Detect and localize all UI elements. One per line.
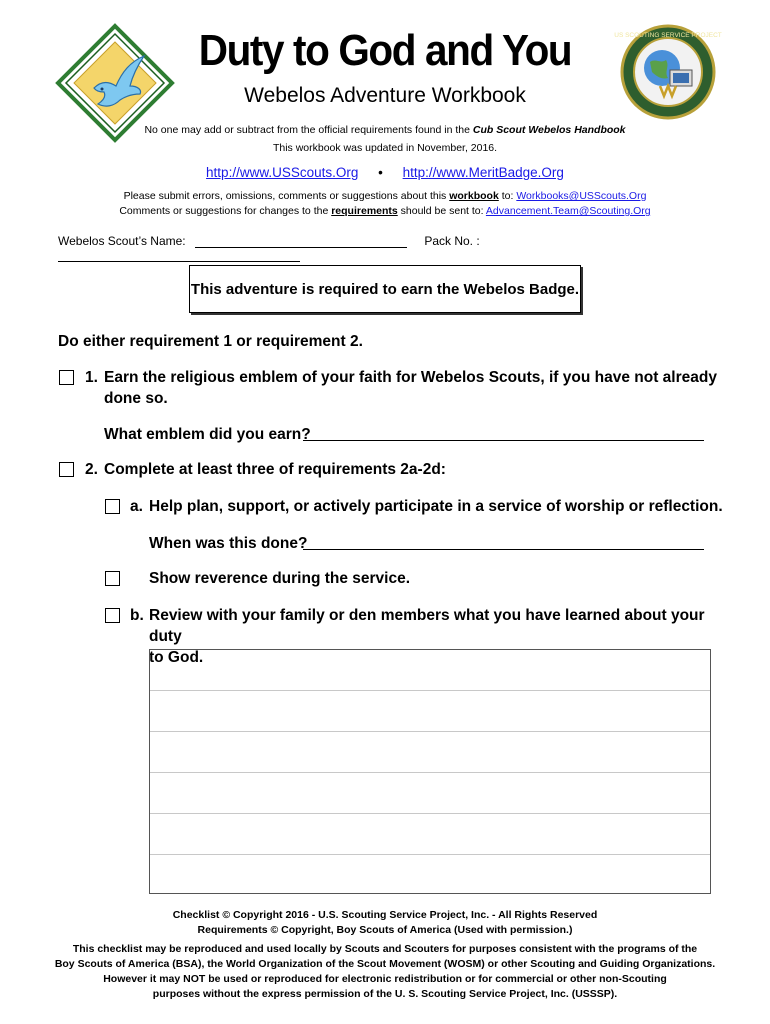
notes-line [150,854,710,855]
notes-line [150,731,710,732]
submit-to: to: [498,190,517,202]
req1-text-line1: Earn the religious emblem of your faith for Webelos Scouts, if you have not already [104,369,717,386]
req2-text: Complete at least three of requirements 2a-2d: [104,461,446,478]
changes-text: Comments or suggestions for changes to the [119,205,332,217]
footer-usage-line2: Boy Scouts of America (BSA), the World Organization of the Scout Movement (WOSM) or other Scouting and Guiding Organizations. [54,958,716,970]
req2a-letter: a. [130,498,143,515]
footer-usage-line4: purposes without the express permission of the U. S. Scouting Service Project, Inc. (USSSP). [152,988,618,1000]
disclaimer [60,124,710,136]
svg-text:US SCOUTING SERVICE PROJECT: US SCOUTING SERVICE PROJECT [614,32,722,39]
scout-name-label: Webelos Scout’s Name: [58,234,186,248]
req2a-checkbox[interactable] [105,499,120,514]
submit-note [60,190,710,202]
req2b-text-line1: Review with your family or den members what you have learned about your duty [149,607,705,645]
req1-text [104,367,724,409]
page-title: Duty to God and You [198,26,572,75]
req1-text-line2: done so. [104,390,168,407]
changes-to: should be sent to: [397,205,486,217]
notes-line [150,772,710,773]
page-subtitle: Webelos Adventure Workbook [244,84,526,107]
pack-number-field[interactable] [58,249,300,262]
scout-name-field[interactable] [195,235,407,248]
handbook-title: Cub Scout Webelos Handbook [472,124,626,136]
footer-usage-line1: This checklist may be reproduced and used locally by Scouts and Scouters for purposes consistent with the programs of the [72,943,698,955]
req2-checkbox[interactable] [59,462,74,477]
pack-number-label: Pack No. : [424,234,480,248]
updated-note: This workbook was updated in November, 2016. [272,142,498,154]
req2b-checkbox[interactable] [105,608,120,623]
instructions: Do either requirement 1 or requirement 2. [58,333,363,350]
footer-requirements-copyright: Requirements © Copyright, Boy Scouts of America (Used with permission.) [197,924,573,936]
emblem-answer-field[interactable] [303,425,704,441]
requirements-word: requirements [331,205,398,217]
meritbadge-link[interactable]: http://www.MeritBadge.Org [402,165,564,180]
workbooks-email-link[interactable]: Workbooks@USScouts.Org [516,190,647,202]
workbook-word: workbook [449,190,499,202]
advancement-email-link[interactable]: Advancement.Team@Scouting.Org [485,205,651,217]
notes-box[interactable] [149,649,711,894]
req1-checkbox[interactable] [59,370,74,385]
footer-usage-line3: However it may NOT be used or reproduced for electronic redistribution or for commercial or other non-Scouting [103,973,667,985]
notes-line [150,690,710,691]
changes-note [60,205,710,217]
bullet-separator: • [378,165,383,180]
scout-info-row [58,234,713,262]
req2a-reverence-checkbox[interactable] [105,571,120,586]
req2a-reverence-text: Show reverence during the service. [149,570,411,587]
req2-number: 2. [85,461,98,478]
usscouts-link[interactable]: http://www.USScouts.Org [206,165,359,180]
links-row [60,165,710,180]
worship-date-field[interactable] [303,534,704,550]
notes-line [150,813,710,814]
req2a-question: When was this done? [149,535,308,552]
footer-copyright: Checklist © Copyright 2016 - U.S. Scouting Service Project, Inc. - All Rights Reserved [172,909,598,921]
us-scouting-service-project-seal-icon [614,24,722,120]
required-note: This adventure is required to earn the Webelos Badge. [190,280,580,298]
req2a-text: Help plan, support, or actively participate in a service of worship or reflection. [149,498,723,515]
submit-text: Please submit errors, omissions, comments or suggestions about this [123,190,450,202]
disclaimer-text: No one may add or subtract from the official requirements found in the [144,124,473,136]
required-note-box [189,265,581,313]
req1-question: What emblem did you earn? [104,426,311,443]
req1-number: 1. [85,369,98,386]
req2b-letter: b. [130,607,144,624]
req2b-text-line2: to God. [149,649,204,666]
